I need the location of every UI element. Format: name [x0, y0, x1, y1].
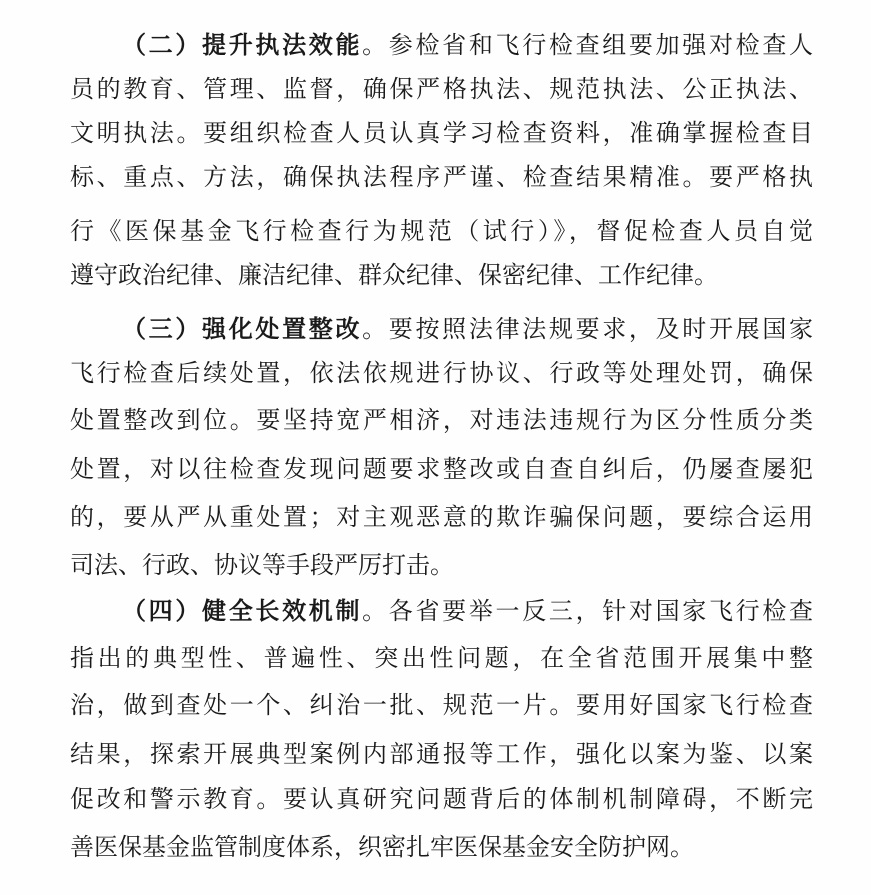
section-4-line-1 — [0, 596, 871, 626]
section-3-line-2: 飞行检查后续处置，依法依规进行协议、行政等处理处罚，确保 — [70, 359, 813, 387]
section-2-line-2: 员的教育、管理、监督，确保严格执法、规范执法、公正执法、 — [70, 75, 813, 103]
section-2-line-6: 遵守政治纪律、廉洁纪律、群众纪律、保密纪律、工作纪律。 — [70, 261, 718, 289]
section-3-line-3: 处置整改到位。要坚持宽严相济，对违法违规行为区分性质分类 — [70, 406, 813, 434]
section-4-line-4: 结果，探索开展典型案例内部通报等工作，强化以案为鉴、以案 — [70, 740, 813, 768]
section-3-heading: （三）强化处置整改 — [122, 315, 363, 343]
section-3-line-6: 司法、行政、协议等手段严厉打击。 — [70, 551, 454, 579]
section-2-line-1 — [0, 30, 871, 60]
section-4-line-5: 促改和警示教育。要认真研究问题背后的体制机制障碍，不断完 — [70, 785, 813, 813]
section-2-text: 。参检省和飞行检查组要加强对检查人 — [362, 31, 814, 59]
section-3-text: 。要按照法律法规要求，及时开展国家 — [362, 315, 814, 343]
section-4-text: 。各省要举一反三，针对国家飞行检查 — [362, 597, 814, 625]
section-2-line-4: 标、重点、方法，确保执法程序严谨、检查结果精准。要严格执 — [70, 163, 813, 191]
section-3-line-1 — [0, 314, 871, 344]
section-3-line-4: 处置，对以往检查发现问题要求整改或自查自纠后，仍屡查屡犯 — [70, 455, 813, 483]
section-2-line-3: 文明执法。要组织检查人员认真学习检查资料，准确掌握检查目 — [70, 119, 813, 147]
section-4-heading: （四）健全长效机制 — [122, 597, 363, 625]
section-4-line-2: 指出的典型性、普遍性、突出性问题，在全省范围开展集中整 — [70, 644, 813, 672]
section-4-line-6: 善医保基金监管制度体系，织密扎牢医保基金安全防护网。 — [70, 833, 694, 861]
section-4-line-3: 治，做到查处一个、纠治一批、规范一片。要用好国家飞行检查 — [70, 691, 813, 719]
section-2-line-5: 行《医保基金飞行检查行为规范（试行）》，督促检查人员自觉 — [70, 217, 813, 245]
section-3-line-5: 的，要从严从重处置；对主观恶意的欺诈骗保问题，要综合运用 — [70, 503, 813, 531]
section-2-heading: （二）提升执法效能 — [122, 31, 363, 59]
